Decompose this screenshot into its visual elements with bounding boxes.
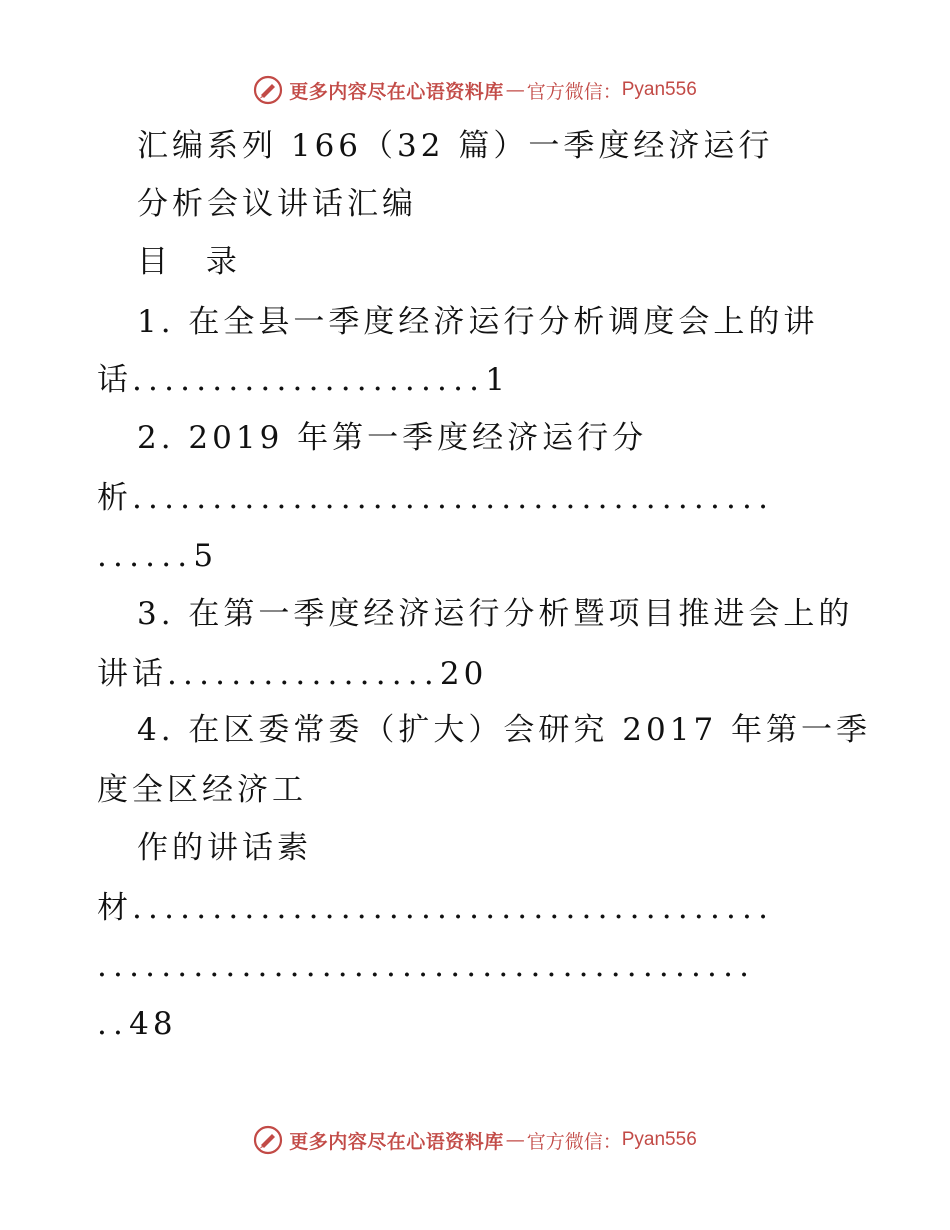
toc-heading: 目 录 [137, 244, 251, 280]
toc-entry-4-dots-end: .. [97, 1006, 130, 1042]
toc-entry-4-tail: 材 [97, 890, 132, 926]
toc-entry-4-dots: ........................................ [132, 890, 775, 926]
banner-dash: — [505, 79, 525, 101]
toc-entry-3-leader [97, 656, 487, 692]
toc-entry-4-leader-cont [97, 948, 755, 984]
toc-entry-1-dots: ...................... [132, 362, 486, 398]
toc-entry-1-tail: 话 [97, 362, 132, 398]
header-banner [0, 70, 950, 110]
toc-entry-2-title: 2. 2019 年第一季度经济运行分 [137, 420, 648, 456]
banner-label: 官方微信： [526, 1130, 622, 1153]
toc-entry-2-tail: 析 [97, 480, 132, 516]
brand-logo-icon [253, 75, 283, 105]
doc-title-line-2: 分析会议讲话汇编 [137, 186, 417, 222]
footer-banner [0, 1120, 950, 1160]
brand-logo-icon [253, 1125, 283, 1155]
banner-dash: — [505, 1129, 525, 1151]
toc-entry-2-leader-cont [97, 538, 217, 574]
toc-entry-3-tail: 讲话 [97, 656, 167, 692]
toc-entry-4-leader-end [97, 1006, 177, 1042]
toc-entry-4-leader [97, 890, 774, 926]
toc-entry-4-title-cont: 度全区经济工 [97, 772, 307, 808]
banner-label: 官方微信： [526, 80, 622, 103]
toc-entry-4-title: 4. 在区委常委（扩大）会研究 2017 年第一季 [137, 712, 872, 748]
toc-entry-2-page: 5 [193, 538, 218, 574]
toc-entry-4-dots-cont: ......................................... [97, 948, 756, 984]
toc-entry-2-dots: ........................................ [132, 480, 775, 516]
banner-wechat-id: Pyan556 [621, 79, 697, 100]
doc-title-line-1: 汇编系列 166（32 篇）一季度经济运行 [137, 128, 774, 164]
toc-entry-4-page: 48 [129, 1006, 177, 1042]
toc-entry-3-title: 3. 在第一季度经济运行分析暨项目推进会上的 [137, 596, 854, 632]
toc-entry-3-page: 20 [439, 656, 488, 692]
toc-entry-4-title-cont-2: 作的讲话素 [137, 830, 312, 866]
banner-text: 更多内容尽在心语资料库 [289, 80, 504, 103]
banner-wechat-id: Pyan556 [621, 1129, 697, 1150]
toc-entry-2-leader [97, 480, 774, 516]
toc-entry-1-title: 1. 在全县一季度经济运行分析调度会上的讲 [137, 304, 819, 340]
toc-entry-1-page: 1 [485, 362, 509, 398]
toc-entry-3-dots: ................. [167, 656, 440, 692]
banner-text: 更多内容尽在心语资料库 [289, 1130, 504, 1153]
toc-entry-2-dots-cont: ...... [97, 538, 194, 574]
toc-entry-1-leader [97, 362, 509, 398]
